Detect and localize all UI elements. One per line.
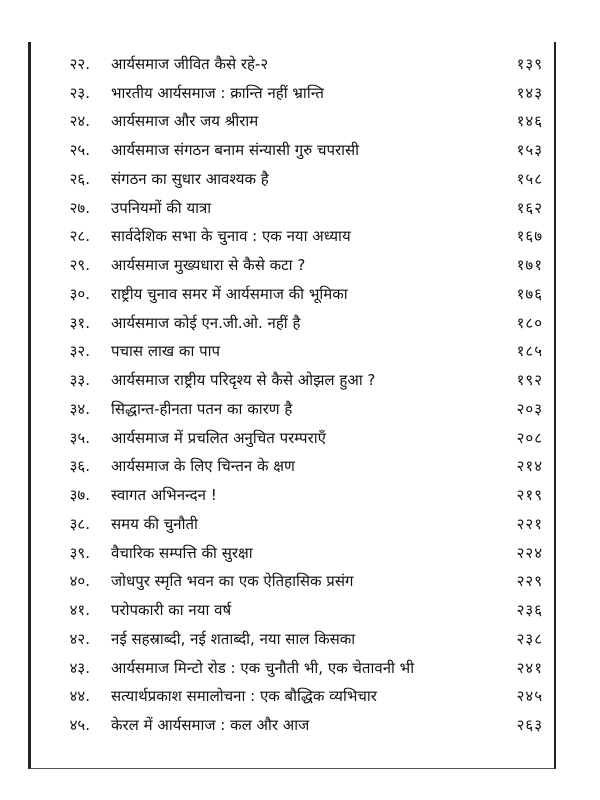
toc-entry <box>31 165 551 194</box>
toc-entry <box>31 280 551 309</box>
entry-page: १३९ <box>516 54 543 73</box>
entry-title: आर्यसमाज कोई एन.जी.ओ. नहीं है <box>111 313 301 332</box>
entry-page: २२९ <box>516 572 543 591</box>
toc-entry <box>31 309 551 338</box>
entry-title: आर्यसमाज मुख्यधारा से कैसे कटा ? <box>111 256 306 275</box>
entry-number: २९. <box>69 256 90 275</box>
entry-title: आर्यसमाज मिन्टो रोड : एक चुनौती भी, एक चेतावनी भी <box>111 658 415 677</box>
toc-entry <box>31 223 551 252</box>
entry-page: २६३ <box>516 716 543 735</box>
entry-title: आर्यसमाज में प्रचलित अनुचित परम्पराएँ <box>111 428 326 447</box>
toc-entry <box>31 625 551 654</box>
entry-number: २७. <box>69 198 90 217</box>
entry-number: ३६. <box>69 457 90 476</box>
entry-number: ४५. <box>69 716 90 735</box>
toc-entry <box>31 424 551 453</box>
entry-page: १८० <box>516 313 543 332</box>
entry-page: २२१ <box>516 514 543 533</box>
toc-entry <box>31 711 551 740</box>
entry-number: २३. <box>69 83 90 102</box>
entry-page: १४३ <box>516 83 543 102</box>
entry-page: २४५ <box>516 687 543 706</box>
entry-number: ४२. <box>69 629 90 648</box>
entry-number: ३५. <box>69 428 90 447</box>
entry-number: ३१. <box>69 313 90 332</box>
toc-entry <box>31 683 551 712</box>
entry-page: २२४ <box>516 543 543 562</box>
entry-page: २३६ <box>516 601 543 620</box>
entry-title: राष्ट्रीय चुनाव समर में आर्यसमाज की भूमिका <box>111 284 348 303</box>
entry-title: जोधपुर स्मृति भवन का एक ऐतिहासिक प्रसंग <box>111 572 354 591</box>
entry-number: २४. <box>69 112 90 131</box>
entry-page: १७१ <box>516 256 543 275</box>
toc-entry <box>31 108 551 137</box>
entry-title: नई सहस्राब्दी, नई शताब्दी, नया साल किसका <box>111 629 356 648</box>
entry-number: ४१. <box>69 601 90 620</box>
entry-page: १६७ <box>516 227 543 246</box>
toc-entry <box>31 453 551 482</box>
entry-number: २२. <box>69 54 90 73</box>
entry-title: पचास लाख का पाप <box>111 342 221 361</box>
toc-entry <box>31 481 551 510</box>
toc-entry <box>31 654 551 683</box>
entry-title: स्वागत अभिनन्दन ! <box>111 486 217 505</box>
entry-number: ३८. <box>69 514 90 533</box>
entry-page: २४१ <box>516 658 543 677</box>
entry-title: उपनियमों की यात्रा <box>111 198 212 217</box>
entry-page: १९२ <box>516 371 543 390</box>
toc-entry <box>31 510 551 539</box>
entry-title: आर्यसमाज संगठन बनाम संन्यासी गुरु चपरासी <box>111 141 360 160</box>
entry-number: ३३. <box>69 371 90 390</box>
entry-page: १४६ <box>516 112 543 131</box>
toc-entry <box>31 194 551 223</box>
toc-entry <box>31 251 551 280</box>
toc-entry <box>31 539 551 568</box>
entry-title: समय की चुनौती <box>111 514 198 533</box>
entry-number: २८. <box>69 227 90 246</box>
entry-title: केरल में आर्यसमाज : कल और आज <box>111 716 310 735</box>
entry-number: ३९. <box>69 543 90 562</box>
entry-number: ४३. <box>69 658 90 677</box>
toc-entry <box>31 50 551 79</box>
toc-entry <box>31 568 551 597</box>
entry-number: ३४. <box>69 399 90 418</box>
entry-page: २०८ <box>516 428 543 447</box>
entry-title: परोपकारी का नया वर्ष <box>111 601 232 620</box>
entry-title: आर्यसमाज राष्ट्रीय परिदृश्य से कैसे ओझल हुआ ? <box>111 371 376 390</box>
entry-title: भारतीय आर्यसमाज : क्रान्ति नहीं भ्रान्ति <box>111 83 324 102</box>
entry-title: आर्यसमाज के लिए चिन्तन के क्षण <box>111 457 295 476</box>
entry-title: वैचारिक सम्पत्ति की सुरक्षा <box>111 543 253 562</box>
entry-page: २३८ <box>516 629 543 648</box>
toc-entry <box>31 136 551 165</box>
entry-title: सार्वदेशिक सभा के चुनाव : एक नया अध्याय <box>111 227 351 246</box>
entry-number: ४४. <box>69 687 90 706</box>
entry-page: १७६ <box>516 284 543 303</box>
entry-page: १८५ <box>516 342 543 361</box>
table-of-contents <box>31 50 551 740</box>
toc-entry <box>31 596 551 625</box>
entry-page: २१४ <box>516 457 543 476</box>
entry-page: १६२ <box>516 198 543 217</box>
entry-title: आर्यसमाज और जय श्रीराम <box>111 112 259 131</box>
entry-number: ३०. <box>69 284 90 303</box>
entry-page: १५८ <box>516 169 543 188</box>
toc-entry <box>31 338 551 367</box>
entry-title: आर्यसमाज जीवित कैसे रहे-२ <box>111 54 269 73</box>
toc-entry <box>31 395 551 424</box>
entry-page: २१९ <box>516 486 543 505</box>
entry-number: २६. <box>69 169 90 188</box>
entry-title: सिद्धान्त-हीनता पतन का कारण है <box>111 399 293 418</box>
entry-number: २५. <box>69 141 90 160</box>
entry-page: १५३ <box>516 141 543 160</box>
toc-entry <box>31 79 551 108</box>
entry-title: संगठन का सुधार आवश्यक है <box>111 169 269 188</box>
entry-number: ३७. <box>69 486 90 505</box>
toc-entry <box>31 366 551 395</box>
entry-number: ४०. <box>69 572 90 591</box>
entry-number: ३२. <box>69 342 90 361</box>
entry-title: सत्यार्थप्रकाश समालोचना : एक बौद्धिक व्यभिचार <box>111 687 377 706</box>
entry-page: २०३ <box>516 399 543 418</box>
